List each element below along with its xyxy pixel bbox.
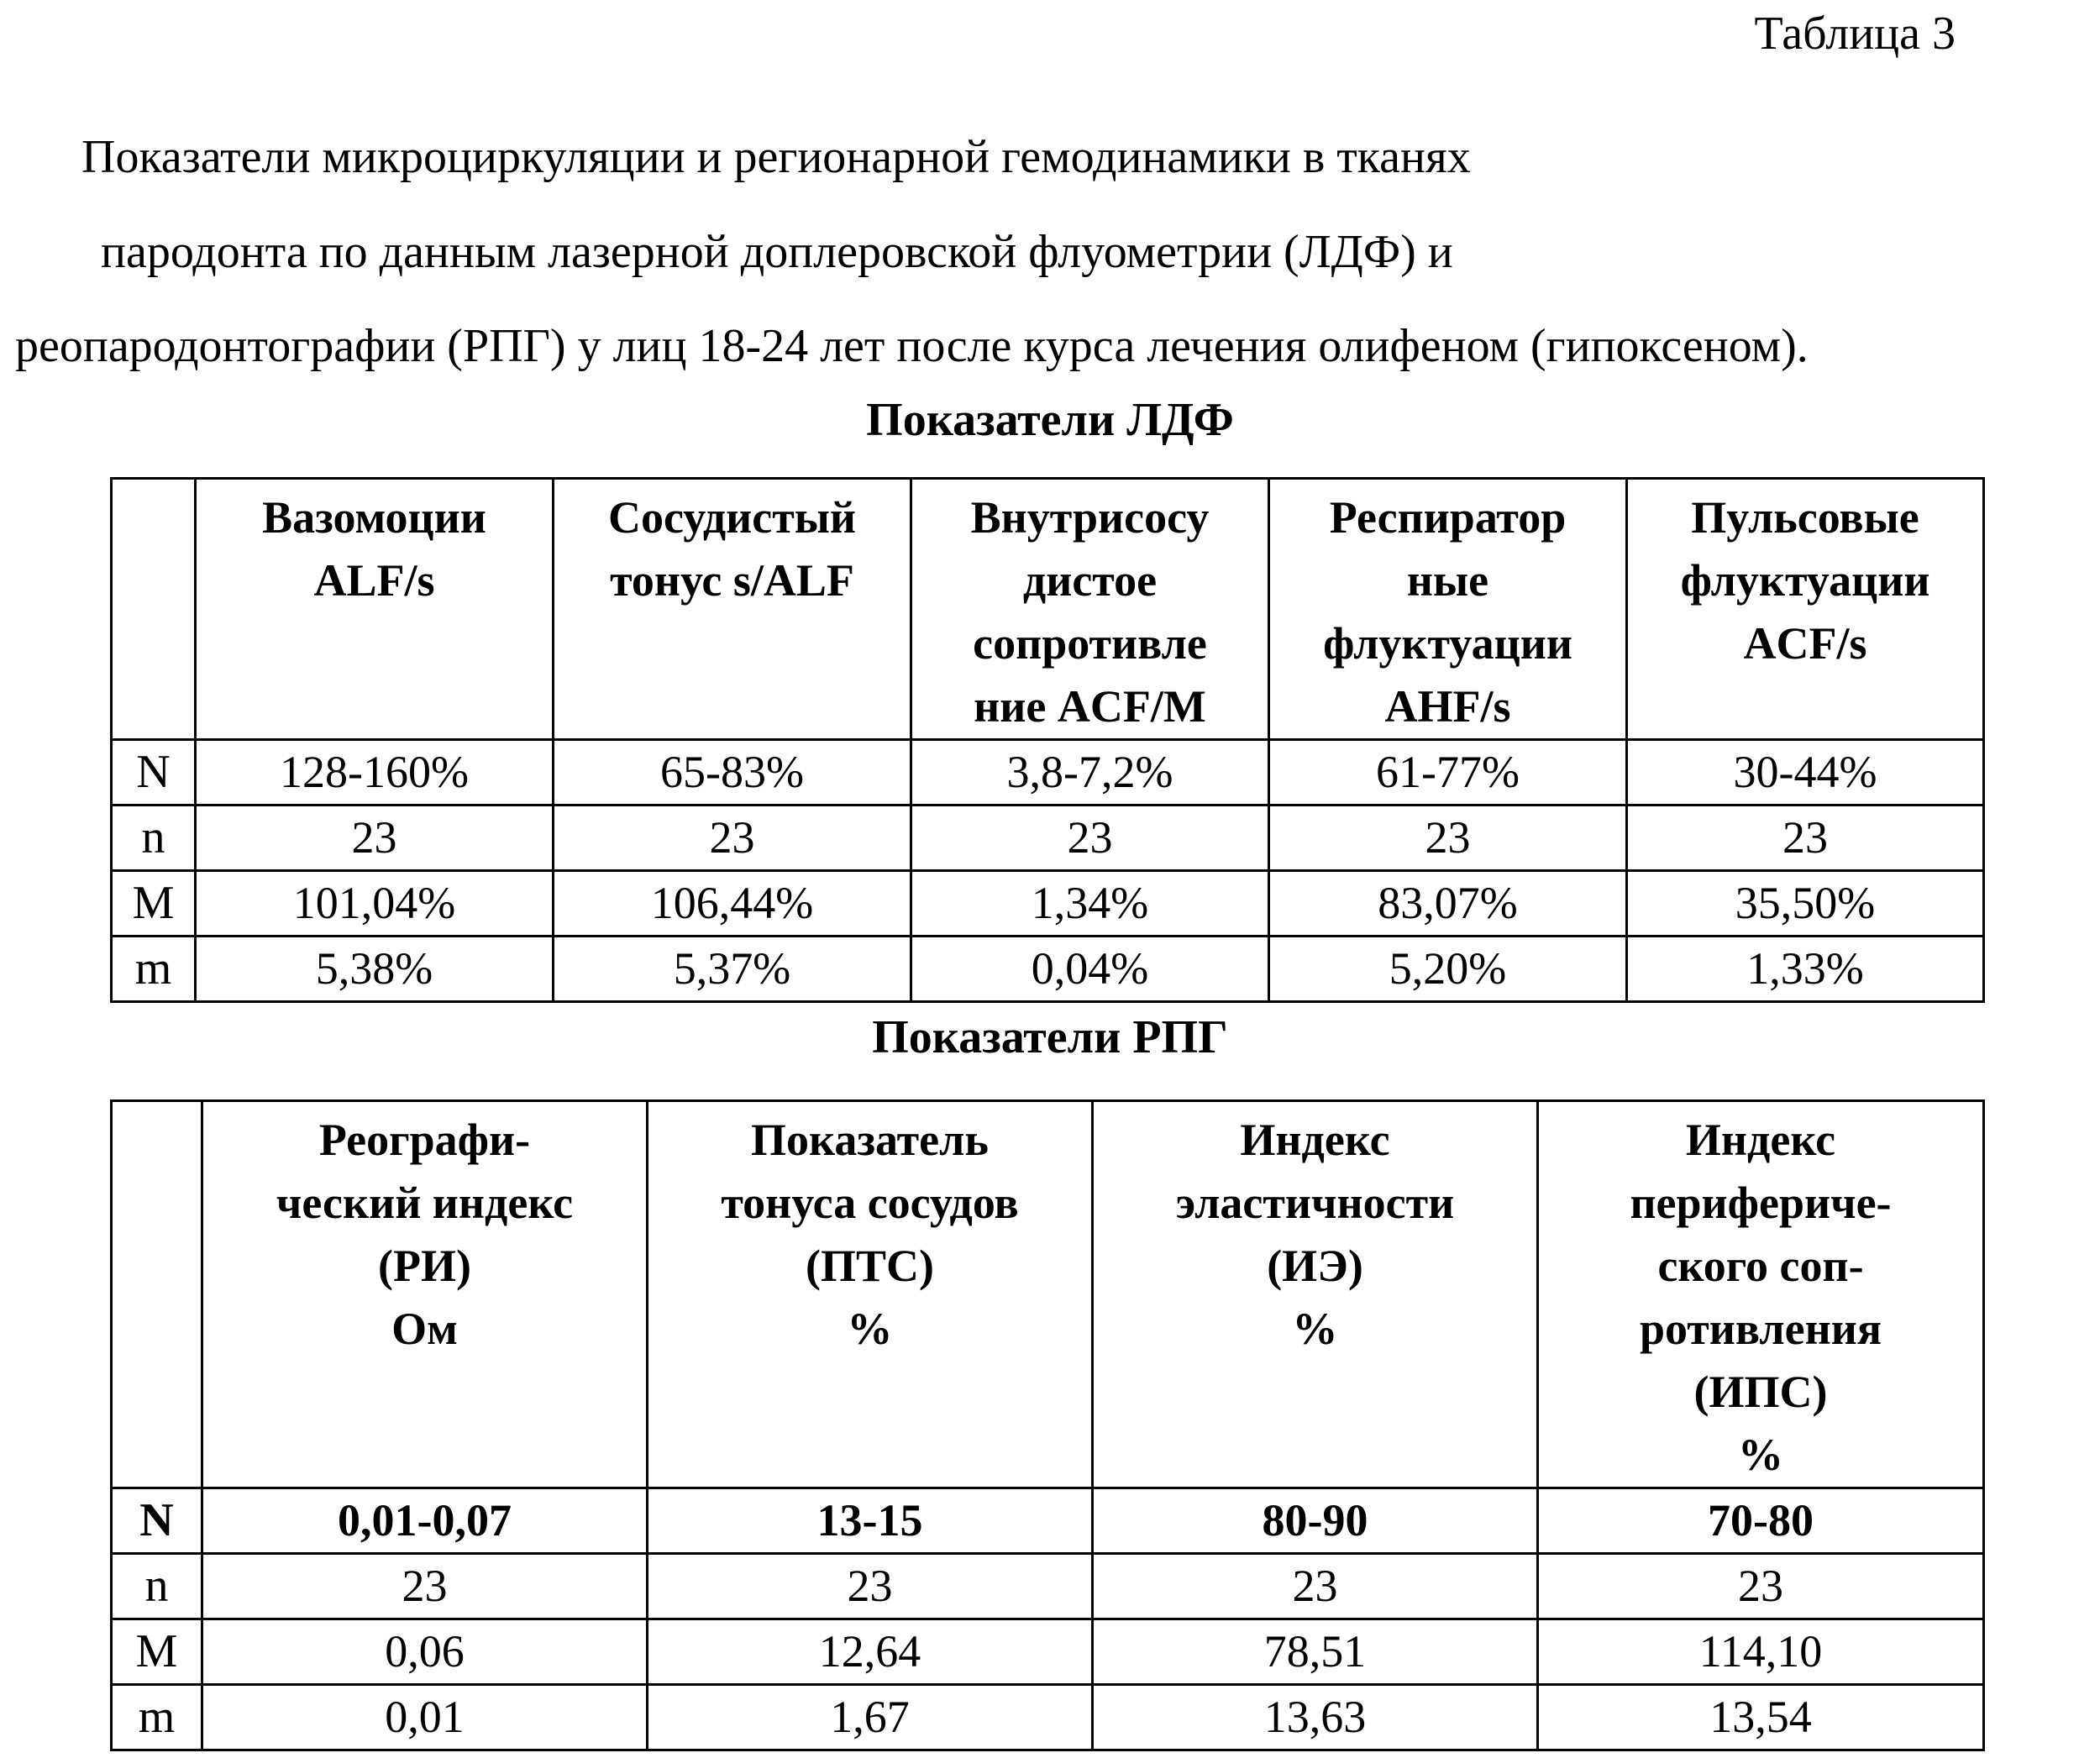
table-cell: 13,54	[1538, 1685, 1984, 1750]
rpg-section-title: Показатели РПГ	[0, 1010, 2100, 1064]
table-cell: 1,33%	[1627, 937, 1984, 1002]
row-label: M	[112, 1619, 202, 1685]
rpg-header-vascular-tone-index: Показатель тонуса сосудов (ПТС) %	[648, 1101, 1093, 1488]
title-line-1: Показатели микроциркуляции и регионарной гемодинамики в тканях	[81, 130, 2100, 184]
table-cell: 0,01	[202, 1685, 648, 1750]
table-cell: 1,34%	[911, 871, 1269, 937]
table-number: Таблица 3	[1754, 7, 1956, 60]
ldf-header-pulse-fluctuations: Пульсовые флуктуации ACF/s	[1627, 479, 1984, 740]
ldf-section-title: Показатели ЛДФ	[0, 393, 2100, 447]
table-cell: 5,38%	[196, 937, 554, 1002]
row-label: n	[112, 806, 196, 871]
table-cell: 61-77%	[1269, 740, 1627, 806]
rpg-header-row	[112, 1101, 1984, 1488]
table-cell: 23	[202, 1554, 648, 1619]
rpg-table	[110, 1099, 1985, 1751]
table-cell: 23	[1269, 806, 1627, 871]
ldf-row-N	[112, 740, 1984, 806]
table-cell: 5,20%	[1269, 937, 1627, 1002]
table-cell: 12,64	[648, 1619, 1093, 1685]
table-cell: 78,51	[1093, 1619, 1538, 1685]
row-label: m	[112, 937, 196, 1002]
row-label: N	[112, 1488, 202, 1554]
table-cell: 35,50%	[1627, 871, 1984, 937]
title-line-2: пародонта по данным лазерной доплеровской флуометрии (ЛДФ) и	[101, 225, 2100, 279]
table-cell: 3,8-7,2%	[911, 740, 1269, 806]
table-cell: 0,01-0,07	[202, 1488, 648, 1554]
ldf-header-vascular-tone: Сосудистый тонус s/ALF	[554, 479, 911, 740]
ldf-table	[110, 477, 1985, 1003]
row-label: M	[112, 871, 196, 937]
row-label: m	[112, 1685, 202, 1750]
table-cell: 23	[554, 806, 911, 871]
rpg-header-peripheral-resistance-index: Индекс периферичe- ского соп- ротивления (ИПС) %	[1538, 1101, 1984, 1488]
ldf-header-intravascular-resistance: Внутрисосу дистое сопротивле ние ACF/M	[911, 479, 1269, 740]
table-cell: 128-160%	[196, 740, 554, 806]
table-cell: 0,06	[202, 1619, 648, 1685]
table-cell: 0,04%	[911, 937, 1269, 1002]
table-cell: 114,10	[1538, 1619, 1984, 1685]
rpg-header-elasticity-index: Индекс эластичности (ИЭ) %	[1093, 1101, 1538, 1488]
ldf-header-corner	[112, 479, 196, 740]
ldf-row-n	[112, 806, 1984, 871]
table-cell: 1,67	[648, 1685, 1093, 1750]
ldf-row-M	[112, 871, 1984, 937]
table-cell: 80-90	[1093, 1488, 1538, 1554]
rpg-row-m	[112, 1685, 1984, 1750]
rpg-header-rheographic-index: Реографи- ческий индекс (РИ) Ом	[202, 1101, 648, 1488]
table-cell: 83,07%	[1269, 871, 1627, 937]
ldf-row-m	[112, 937, 1984, 1002]
ldf-header-respiratory-fluctuations: Респиратор ные флуктуации AHF/s	[1269, 479, 1627, 740]
ldf-header-row	[112, 479, 1984, 740]
table-cell: 13-15	[648, 1488, 1093, 1554]
table-cell: 65-83%	[554, 740, 911, 806]
table-cell: 70-80	[1538, 1488, 1984, 1554]
table-cell: 23	[1538, 1554, 1984, 1619]
table-cell: 23	[1627, 806, 1984, 871]
table-cell: 106,44%	[554, 871, 911, 937]
title-line-3: реопародонтографии (РПГ) у лиц 18-24 лет после курса лечения олифеном (гипоксеном).	[15, 319, 2100, 373]
table-cell: 23	[648, 1554, 1093, 1619]
ldf-header-vasomotion: Вазомоции ALF/s	[196, 479, 554, 740]
rpg-row-n	[112, 1554, 1984, 1619]
table-cell: 23	[196, 806, 554, 871]
table-cell: 5,37%	[554, 937, 911, 1002]
row-label: N	[112, 740, 196, 806]
table-cell: 23	[911, 806, 1269, 871]
table-cell: 13,63	[1093, 1685, 1538, 1750]
table-cell: 101,04%	[196, 871, 554, 937]
table-cell: 30-44%	[1627, 740, 1984, 806]
rpg-row-M	[112, 1619, 1984, 1685]
rpg-row-N	[112, 1488, 1984, 1554]
rpg-header-corner	[112, 1101, 202, 1488]
table-cell: 23	[1093, 1554, 1538, 1619]
row-label: n	[112, 1554, 202, 1619]
